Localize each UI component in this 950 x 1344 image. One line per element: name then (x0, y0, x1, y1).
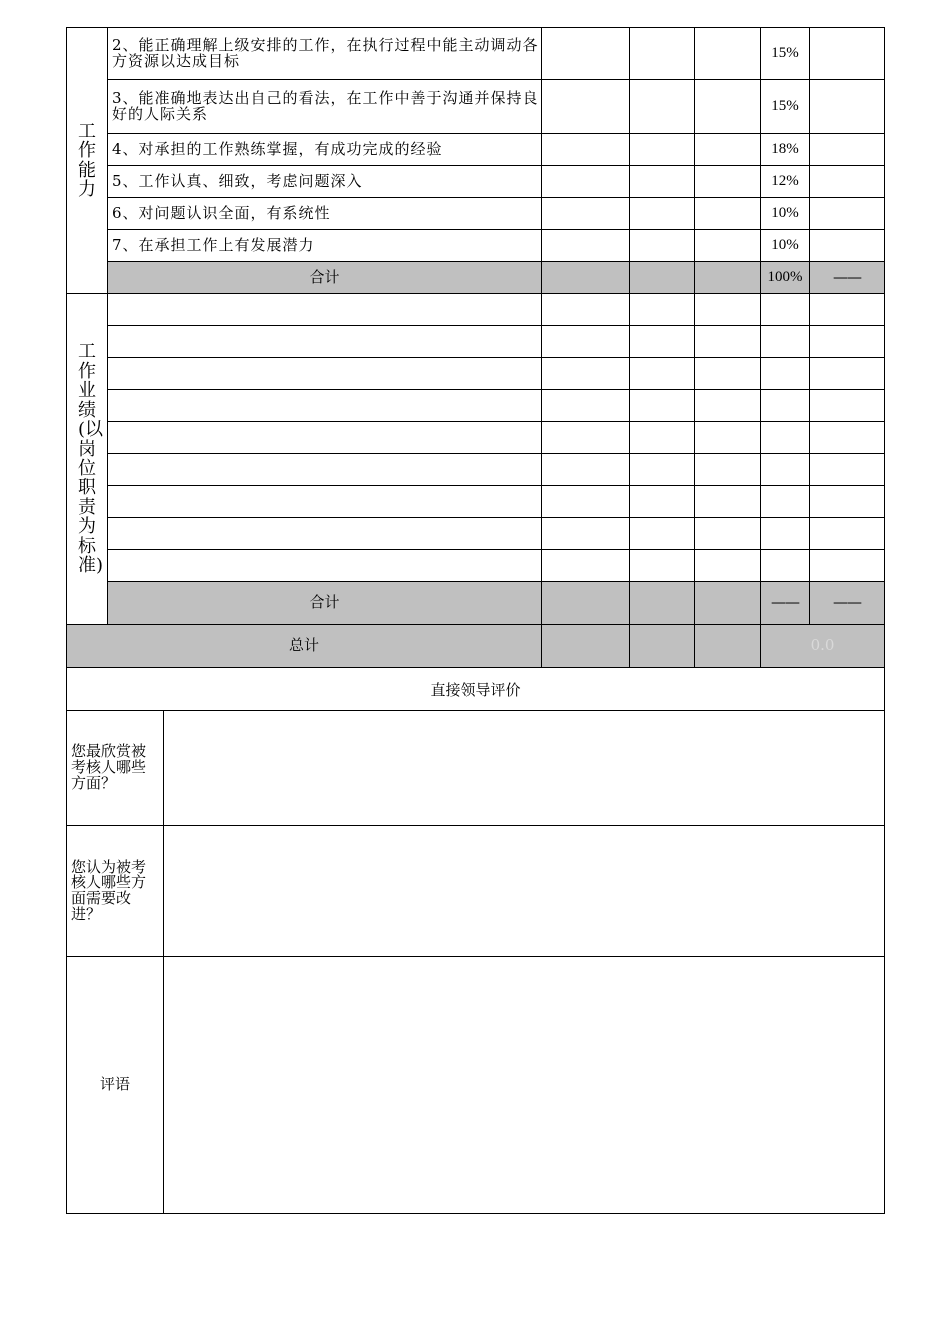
score-cell[interactable] (542, 422, 630, 454)
comment-label: 评语 (67, 957, 164, 1214)
weighted-score-cell[interactable] (810, 422, 885, 454)
weight-cell: 15% (761, 80, 810, 134)
improvement-answer-field[interactable] (164, 826, 885, 957)
weight-cell[interactable] (761, 454, 810, 486)
comment-answer-field[interactable] (164, 957, 885, 1214)
score-cell[interactable] (695, 358, 761, 390)
score-cell[interactable] (542, 518, 630, 550)
score-cell[interactable] (630, 518, 695, 550)
score-cell[interactable] (542, 326, 630, 358)
ability-category-label: 工作能力 (78, 120, 96, 200)
weighted-score-cell[interactable] (810, 198, 885, 230)
appreciation-answer-field[interactable] (164, 711, 885, 826)
score-cell[interactable] (695, 230, 761, 262)
performance-subtotal-weight-dash: —— (761, 582, 810, 625)
total-cell (695, 625, 761, 668)
score-cell[interactable] (542, 134, 630, 166)
subtotal-cell (630, 262, 695, 294)
ability-item-desc: 7、在承担工作上有发展潜力 (108, 230, 542, 262)
weighted-score-cell[interactable] (810, 134, 885, 166)
score-cell[interactable] (695, 28, 761, 80)
weighted-score-cell[interactable] (810, 390, 885, 422)
ability-item-desc: 3、能准确地表达出自己的看法，在工作中善于沟通并保持良好的人际关系 (108, 80, 542, 134)
performance-row (67, 454, 885, 486)
performance-item-cell[interactable] (108, 422, 542, 454)
score-cell[interactable] (630, 390, 695, 422)
ability-item-desc: 2、能正确理解上级安排的工作，在执行过程中能主动调动各方资源以达成目标 (108, 28, 542, 80)
appreciation-question: 您最欣赏被考核人哪些方面？ (67, 711, 164, 826)
score-table (66, 27, 885, 668)
ability-item-desc: 4、对承担的工作熟练掌握，有成功完成的经验 (108, 134, 542, 166)
score-cell[interactable] (542, 294, 630, 326)
score-cell[interactable] (695, 80, 761, 134)
score-cell[interactable] (630, 422, 695, 454)
weighted-score-cell[interactable] (810, 518, 885, 550)
score-cell[interactable] (630, 166, 695, 198)
weight-cell[interactable] (761, 358, 810, 390)
performance-row (67, 550, 885, 582)
score-cell[interactable] (630, 454, 695, 486)
ability-item-desc: 5、工作认真、细致，考虑问题深入 (108, 166, 542, 198)
total-label: 总计 (67, 625, 542, 668)
weight-cell: 18% (761, 134, 810, 166)
score-cell[interactable] (542, 358, 630, 390)
performance-row (67, 390, 885, 422)
score-cell[interactable] (695, 518, 761, 550)
performance-row (67, 294, 885, 326)
score-cell[interactable] (695, 166, 761, 198)
performance-subtotal-dash: —— (810, 582, 885, 625)
score-cell[interactable] (695, 422, 761, 454)
performance-item-cell[interactable] (108, 454, 542, 486)
weighted-score-cell[interactable] (810, 230, 885, 262)
score-cell[interactable] (695, 486, 761, 518)
score-cell[interactable] (542, 230, 630, 262)
score-cell[interactable] (542, 28, 630, 80)
subtotal-cell (542, 582, 630, 625)
subtotal-cell (542, 262, 630, 294)
performance-item-cell[interactable] (108, 294, 542, 326)
score-cell[interactable] (542, 550, 630, 582)
weighted-score-cell[interactable] (810, 28, 885, 80)
performance-row (67, 486, 885, 518)
weight-cell[interactable] (761, 486, 810, 518)
ability-subtotal-label: 合计 (108, 262, 542, 294)
weight-cell[interactable] (761, 550, 810, 582)
weighted-score-cell[interactable] (810, 486, 885, 518)
score-cell[interactable] (695, 550, 761, 582)
ability-item-desc: 6、对问题认识全面，有系统性 (108, 198, 542, 230)
appreciation-row (67, 711, 885, 826)
performance-row (67, 518, 885, 550)
score-cell[interactable] (630, 326, 695, 358)
score-cell[interactable] (542, 80, 630, 134)
score-cell[interactable] (630, 28, 695, 80)
performance-item-cell[interactable] (108, 518, 542, 550)
score-cell[interactable] (695, 198, 761, 230)
comment-row (67, 957, 885, 1214)
score-cell[interactable] (695, 134, 761, 166)
weighted-score-cell[interactable] (810, 550, 885, 582)
weight-cell[interactable] (761, 326, 810, 358)
weighted-score-cell[interactable] (810, 358, 885, 390)
ability-subtotal-row (67, 262, 885, 294)
ability-row (67, 134, 885, 166)
weight-cell: 10% (761, 230, 810, 262)
score-cell[interactable] (630, 230, 695, 262)
performance-item-cell[interactable] (108, 358, 542, 390)
subtotal-cell (695, 582, 761, 625)
weighted-score-cell[interactable] (810, 294, 885, 326)
weighted-score-cell[interactable] (810, 166, 885, 198)
performance-row (67, 358, 885, 390)
total-cell (630, 625, 695, 668)
total-row (67, 625, 885, 668)
weight-cell: 12% (761, 166, 810, 198)
score-cell[interactable] (695, 390, 761, 422)
score-cell[interactable] (542, 166, 630, 198)
leader-review-header-row (67, 668, 885, 711)
ability-row (67, 198, 885, 230)
weighted-score-cell[interactable] (810, 80, 885, 134)
score-cell[interactable] (630, 294, 695, 326)
score-cell[interactable] (630, 486, 695, 518)
weight-cell: 10% (761, 198, 810, 230)
performance-subtotal-row (67, 582, 885, 625)
weight-cell: 15% (761, 28, 810, 80)
performance-subtotal-label: 合计 (108, 582, 542, 625)
ability-row (67, 230, 885, 262)
improvement-question: 您认为被考核人哪些方面需要改进？ (67, 826, 164, 957)
score-cell[interactable] (630, 358, 695, 390)
score-cell[interactable] (630, 134, 695, 166)
score-cell[interactable] (542, 486, 630, 518)
ability-category (67, 28, 108, 294)
score-cell[interactable] (695, 294, 761, 326)
score-cell[interactable] (630, 80, 695, 134)
ability-row (67, 28, 885, 80)
leader-review-title: 直接领导评价 (67, 668, 885, 711)
weighted-score-cell[interactable] (810, 326, 885, 358)
score-cell[interactable] (695, 326, 761, 358)
ability-row (67, 80, 885, 134)
performance-category-label: 工作业绩(以岗位职责为标准) (78, 341, 104, 577)
ability-subtotal-dash: —— (810, 262, 885, 294)
ability-row (67, 166, 885, 198)
performance-row (67, 422, 885, 454)
score-cell[interactable] (630, 198, 695, 230)
performance-item-cell[interactable] (108, 486, 542, 518)
subtotal-cell (630, 582, 695, 625)
performance-row (67, 326, 885, 358)
leader-review-table (66, 667, 885, 1214)
performance-item-cell[interactable] (108, 550, 542, 582)
weighted-score-cell[interactable] (810, 454, 885, 486)
score-cell[interactable] (542, 390, 630, 422)
performance-item-cell[interactable] (108, 326, 542, 358)
ability-subtotal-weight: 100% (761, 262, 810, 294)
score-cell[interactable] (542, 198, 630, 230)
weight-cell[interactable] (761, 390, 810, 422)
total-cell (542, 625, 630, 668)
score-cell[interactable] (542, 454, 630, 486)
performance-item-cell[interactable] (108, 390, 542, 422)
score-cell[interactable] (630, 550, 695, 582)
weight-cell[interactable] (761, 294, 810, 326)
weight-cell[interactable] (761, 422, 810, 454)
subtotal-cell (695, 262, 761, 294)
performance-category (67, 294, 108, 625)
improvement-row (67, 826, 885, 957)
total-value: 0.0 (761, 625, 885, 668)
score-cell[interactable] (695, 454, 761, 486)
weight-cell[interactable] (761, 518, 810, 550)
